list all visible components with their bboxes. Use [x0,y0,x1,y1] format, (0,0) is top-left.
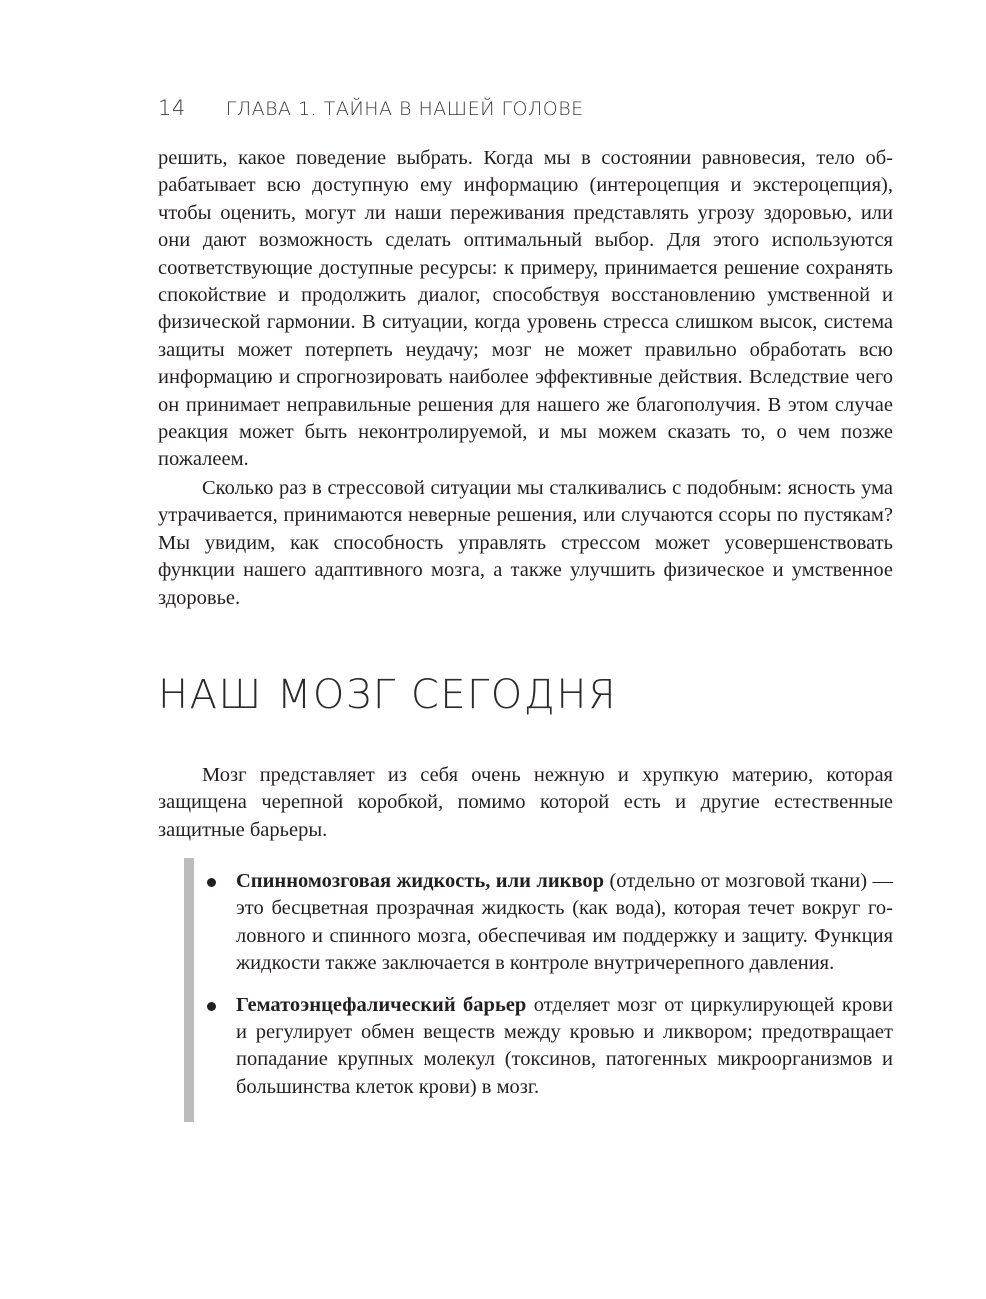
list-item [236,992,893,1102]
bullet-term: Спинномозговая жидкость, или ликвор [236,870,605,892]
bullet-text: (отдельно от мозговой ткани) — это бесцветная прозрачная жидкость (как вода), которая течет вокруг головного и спинного мозга, обеспечивая им поддержку и защиту. Функция жидкости также заключается в контроле внутричерепного давления. [236,870,894,975]
body-paragraph-2: Сколько раз в стрессовой ситуации мы сталкивались с подобным: ясность ума утрачивается, принимаются неверные решения, или случаются ссоры по пустякам? Мы увидим, как способность управлять стрессом может усовершенствовать функции нашего адаптивного мозга, а также улучшить физическое и умственное здоровье. [158,477,893,609]
section-heading: НАШ МОЗГ СЕГОДНЯ [158,672,618,718]
page-number: 14 [158,96,186,120]
bullet-text: отделяет мозг от циркулирующей крови и регулирует обмен веществ между кровью и ликвором; предотвращает попадание крупных молекул (токсинов, патогенных микроорганизмов и большинства клеток крови) в мозг. [236,993,893,1098]
running-header [158,96,584,126]
chapter-running-title: ГЛАВА 1. ТАЙНА В НАШЕЙ ГОЛОВЕ [225,98,584,120]
bullet-dot-icon [207,1002,216,1011]
bullet-term: Гематоэнцефалический барьер [236,993,527,1016]
body-paragraph-1: решить, какое поведение выбрать. Когда мы в состоянии равновесия, тело обрабатывает всю доступную ему информацию (интероцепция и экстероцепция), чтобы оценить, могут ли наши переживания представлять угрозу здоровью, или они дают возможность сделать оптимальный выбор. Для этого используются соответствующие доступные ресурсы: к примеру, принимается решение сохранять спокойствие и продолжить диалог, способствуя восстановлению умственной и физической гармонии. В ситуации, когда уровень стресса слишком высок, система защиты может потерпеть неудачу; мозг не может правильно обработать всю информацию и спрогнозировать наиболее эффективные действия. Вследствие чего он принимает неправильные решения для нашего же благополучия. В этом случае реакция может быть неконтролируемой, и мы можем сказать то, о чем позже пожалеем. [158,147,893,471]
body-paragraph-3: Мозг представляет из себя очень нежную и хрупкую материю, которая защищена черепной коробкой, помимо которой есть и другие естественные защитные барьеры. [158,764,893,841]
sidebar-accent-bar [184,858,194,1122]
bullet-dot-icon [207,878,216,887]
bullet-list [236,868,893,1115]
list-item [236,868,893,978]
